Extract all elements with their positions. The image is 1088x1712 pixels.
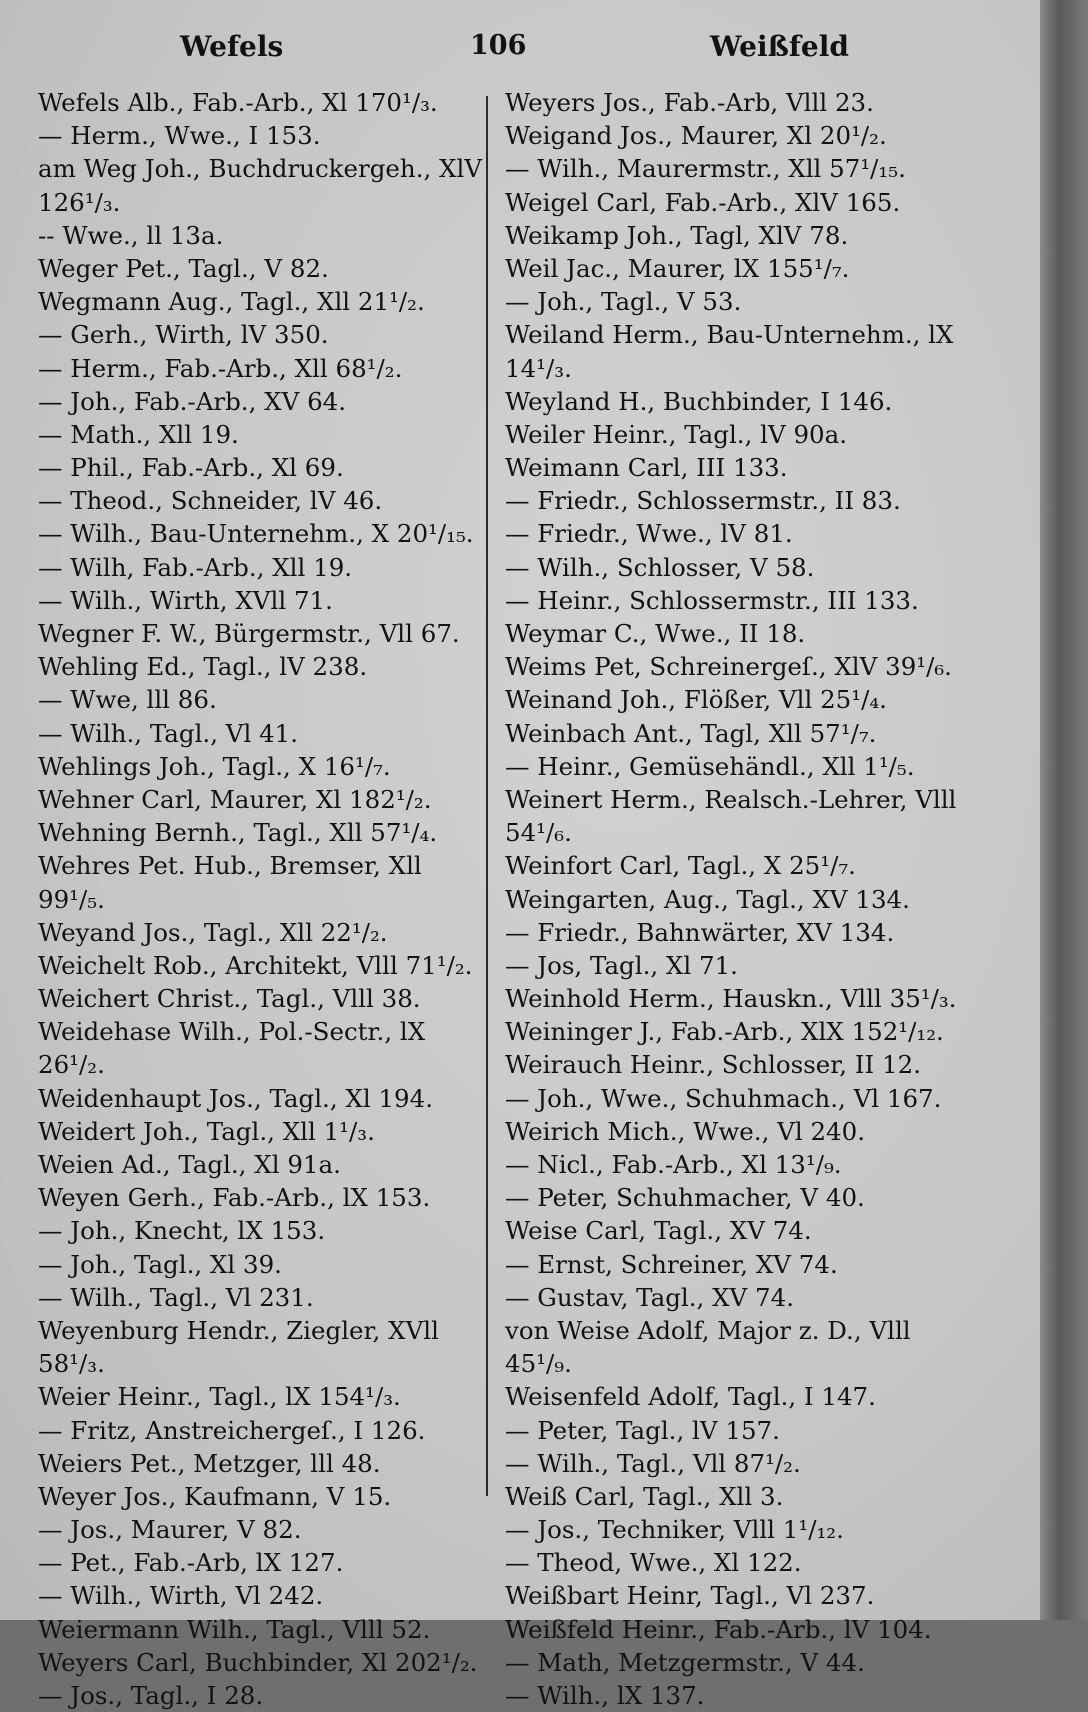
directory-entry: Weisenfeld Adolf, Tagl., I 147.: [505, 1382, 876, 1412]
directory-entry: — Jos, Tagl., Xl 71.: [505, 950, 738, 980]
directory-entry: Weil Jac., Maurer, lX 155¹/₇.: [505, 253, 850, 283]
directory-entry: Weiß Carl, Tagl., Xll 3.: [505, 1481, 784, 1511]
directory-entry: — Theod., Schneider, lV 46.: [38, 486, 383, 516]
directory-entry: Weigel Carl, Fab.-Arb., XlV 165.: [505, 187, 901, 217]
directory-entry: — Jos., Techniker, Vlll 1¹/₁₂.: [505, 1515, 844, 1545]
directory-entry: Weyers Carl, Buchbinder, Xl 202¹/₂.: [38, 1647, 478, 1677]
directory-entry: — Joh., Tagl., Xl 39.: [38, 1249, 282, 1279]
directory-entry: Weien Ad., Tagl., Xl 91a.: [38, 1150, 341, 1179]
directory-entry: Weyland H., Buchbinder, I 146.: [505, 386, 893, 416]
directory-entry: Weirich Mich., Wwe., Vl 240.: [505, 1116, 866, 1146]
directory-entry: Wegner F. W., Bürgermstr., Vll 67.: [38, 619, 460, 648]
header-right-keyword: Weißfeld: [710, 30, 849, 63]
directory-entry: Weidehase Wilh., Pol.-Sectr., lX: [38, 1017, 426, 1047]
directory-entry: Weyen Gerh., Fab.-Arb., lX 153.: [38, 1183, 431, 1213]
directory-entry: — Wilh., lX 137.: [505, 1681, 705, 1710]
directory-entry: — Wilh., Bau-Unternehm., X 20¹/₁₅.: [38, 519, 474, 549]
directory-entry: — Wilh., Tagl., Vl 41.: [38, 718, 299, 748]
directory-entry: 26¹/₂.: [38, 1050, 105, 1080]
page-edge: [1040, 0, 1088, 1620]
directory-entry: Wehning Bernh., Tagl., Xll 57¹/₄.: [38, 818, 438, 848]
directory-entry: — Math, Metzgermstr., V 44.: [505, 1647, 865, 1677]
directory-entry: Weyers Jos., Fab.-Arb, Vlll 23.: [505, 88, 874, 117]
directory-entry: — Heinr., Schlossermstr., III 133.: [505, 585, 919, 615]
directory-entry: Weinhold Herm., Hauskn., Vlll 35¹/₃.: [505, 984, 957, 1014]
directory-entry: 99¹/₅.: [38, 884, 105, 914]
directory-entry: — Friedr., Bahnwärter, XV 134.: [505, 917, 895, 947]
directory-entry: Wehlings Joh., Tagl., X 16¹/₇.: [38, 751, 391, 781]
directory-entry: 45¹/₉.: [505, 1349, 572, 1379]
directory-entry: Weidenhaupt Jos., Tagl., Xl 194.: [38, 1083, 434, 1113]
directory-entry: Weimann Carl, III 133.: [505, 453, 788, 483]
directory-entry: Weidert Joh., Tagl., Xll 1¹/₃.: [38, 1116, 375, 1146]
directory-entry: Weinert Herm., Realsch.-Lehrer, Vlll: [505, 784, 957, 814]
directory-entry: — Peter, Schuhmacher, V 40.: [505, 1183, 865, 1213]
directory-entry: 54¹/₆.: [505, 818, 572, 848]
directory-entry: — Wilh., Wirth, XVll 71.: [38, 585, 333, 615]
directory-entry: — Math., Xll 19.: [38, 419, 239, 449]
directory-entry: Wehling Ed., Tagl., lV 238.: [38, 652, 368, 682]
directory-entry: Weichelt Rob., Architekt, Vlll 71¹/₂.: [38, 950, 473, 980]
directory-entry: Weichert Christ., Tagl., Vlll 38.: [38, 984, 421, 1014]
directory-entry: Weyenburg Hendr., Ziegler, XVll: [38, 1315, 439, 1345]
directory-entry: Weiers Pet., Metzger, lll 48.: [38, 1448, 381, 1478]
directory-entry: Weymar C., Wwe., II 18.: [505, 619, 806, 648]
directory-entry: — Joh., Fab.-Arb., XV 64.: [38, 386, 347, 416]
directory-entry: — Wilh., Tagl., Vll 87¹/₂.: [505, 1448, 801, 1478]
directory-entry: Weirauch Heinr., Schlosser, II 12.: [505, 1050, 921, 1080]
directory-entry: 126¹/₃.: [38, 187, 121, 217]
directory-entry: — Pet., Fab.-Arb, lX 127.: [38, 1548, 344, 1578]
directory-entry: — Nicl., Fab.-Arb., Xl 13¹/₉.: [505, 1150, 842, 1179]
directory-entry: — Wwe, lll 86.: [38, 685, 217, 715]
directory-entry: Weingarten, Aug., Tagl., XV 134.: [505, 884, 910, 914]
directory-entry: — Wilh., Wirth, Vl 242.: [38, 1581, 324, 1611]
directory-entry: Weinbach Ant., Tagl, Xll 57¹/₇.: [505, 718, 877, 748]
directory-entry: — Peter, Tagl., lV 157.: [505, 1415, 780, 1445]
directory-entry: Weims Pet, Schreinergeſ., XlV 39¹/₆.: [505, 652, 952, 682]
running-head: [0, 30, 1040, 80]
directory-entry: — Herm., Fab.-Arb., Xll 68¹/₂.: [38, 353, 403, 383]
directory-entry: — Jos., Tagl., I 28.: [38, 1681, 264, 1710]
directory-entry: — Heinr., Gemüsehändl., Xll 1¹/₅.: [505, 751, 915, 781]
directory-entry: — Friedr., Wwe., lV 81.: [505, 519, 793, 549]
directory-entry: — Joh., Wwe., Schuhmach., Vl 167.: [505, 1083, 942, 1113]
directory-entry: Weinand Joh., Flößer, Vll 25¹/₄.: [505, 685, 887, 715]
directory-entry: -- Wwe., ll 13a.: [38, 220, 224, 250]
directory-entry: 14¹/₃.: [505, 353, 572, 383]
directory-entry: Weißbart Heinr, Tagl., Vl 237.: [505, 1581, 875, 1611]
directory-entry: — Wilh., Tagl., Vl 231.: [38, 1282, 314, 1312]
directory-entry: Weißfeld Heinr., Fab.-Arb., lV 104.: [505, 1614, 932, 1644]
directory-entry: Weiler Heinr., Tagl., lV 90a.: [505, 419, 848, 449]
directory-entry: — Joh., Tagl., V 53.: [505, 287, 742, 317]
directory-entry: — Jos., Maurer, V 82.: [38, 1515, 302, 1545]
header-left-keyword: Wefels: [180, 30, 284, 63]
directory-entry: Weise Carl, Tagl., XV 74.: [505, 1216, 812, 1246]
directory-entry: — Friedr., Schlossermstr., II 83.: [505, 486, 901, 516]
directory-entry: — Theod, Wwe., Xl 122.: [505, 1548, 802, 1578]
directory-entry: Wegmann Aug., Tagl., Xll 21¹/₂.: [38, 287, 425, 317]
directory-entry: Weiland Herm., Bau-Unternehm., lX: [505, 320, 954, 350]
directory-entry: Weininger J., Fab.-Arb., XlX 152¹/₁₂.: [505, 1017, 944, 1047]
directory-entry: Weier Heinr., Tagl., lX 154¹/₃.: [38, 1382, 401, 1412]
directory-entry: Weiermann Wilh., Tagl., Vlll 52.: [38, 1614, 431, 1644]
directory-entry: — Ernst, Schreiner, XV 74.: [505, 1249, 838, 1279]
directory-entry: Weger Pet., Tagl., V 82.: [38, 253, 329, 283]
directory-entry: — Phil., Fab.-Arb., Xl 69.: [38, 453, 344, 483]
left-column: [38, 86, 483, 1712]
directory-entry: — Herm., Wwe., I 153.: [38, 121, 321, 151]
directory-entry: Wehres Pet. Hub., Bremser, Xll: [38, 851, 422, 881]
page-number: 106: [470, 30, 527, 61]
directory-entry: Weigand Jos., Maurer, Xl 20¹/₂.: [505, 121, 887, 151]
directory-entry: Weyer Jos., Kaufmann, V 15.: [38, 1481, 392, 1511]
directory-entry: Wehner Carl, Maurer, Xl 182¹/₂.: [38, 784, 432, 814]
directory-entry: von Weise Adolf, Major z. D., Vlll: [505, 1315, 911, 1345]
directory-entry: — Fritz, Anstreichergeſ., I 126.: [38, 1415, 426, 1445]
directory-entry: am Weg Joh., Buchdruckergeh., XlV: [38, 154, 483, 184]
directory-entry: 58¹/₃.: [38, 1349, 105, 1379]
directory-entry: Wefels Alb., Fab.-Arb., Xl 170¹/₃.: [38, 88, 438, 117]
directory-entry: Weinfort Carl, Tagl., X 25¹/₇.: [505, 851, 856, 881]
right-column: [505, 86, 975, 1712]
directory-entry: — Joh., Knecht, lX 153.: [38, 1216, 326, 1246]
directory-entry: Weyand Jos., Tagl., Xll 22¹/₂.: [38, 917, 388, 947]
directory-entry: — Wilh., Maurermstr., Xll 57¹/₁₅.: [505, 154, 906, 184]
column-divider: [486, 96, 488, 1496]
directory-entry: — Wilh, Fab.-Arb., Xll 19.: [38, 552, 353, 582]
directory-entry: — Gerh., Wirth, lV 350.: [38, 320, 329, 350]
directory-entry: Weikamp Joh., Tagl, XlV 78.: [505, 220, 849, 250]
directory-entry: — Wilh., Schlosser, V 58.: [505, 552, 815, 582]
directory-entry: — Gustav, Tagl., XV 74.: [505, 1282, 794, 1312]
